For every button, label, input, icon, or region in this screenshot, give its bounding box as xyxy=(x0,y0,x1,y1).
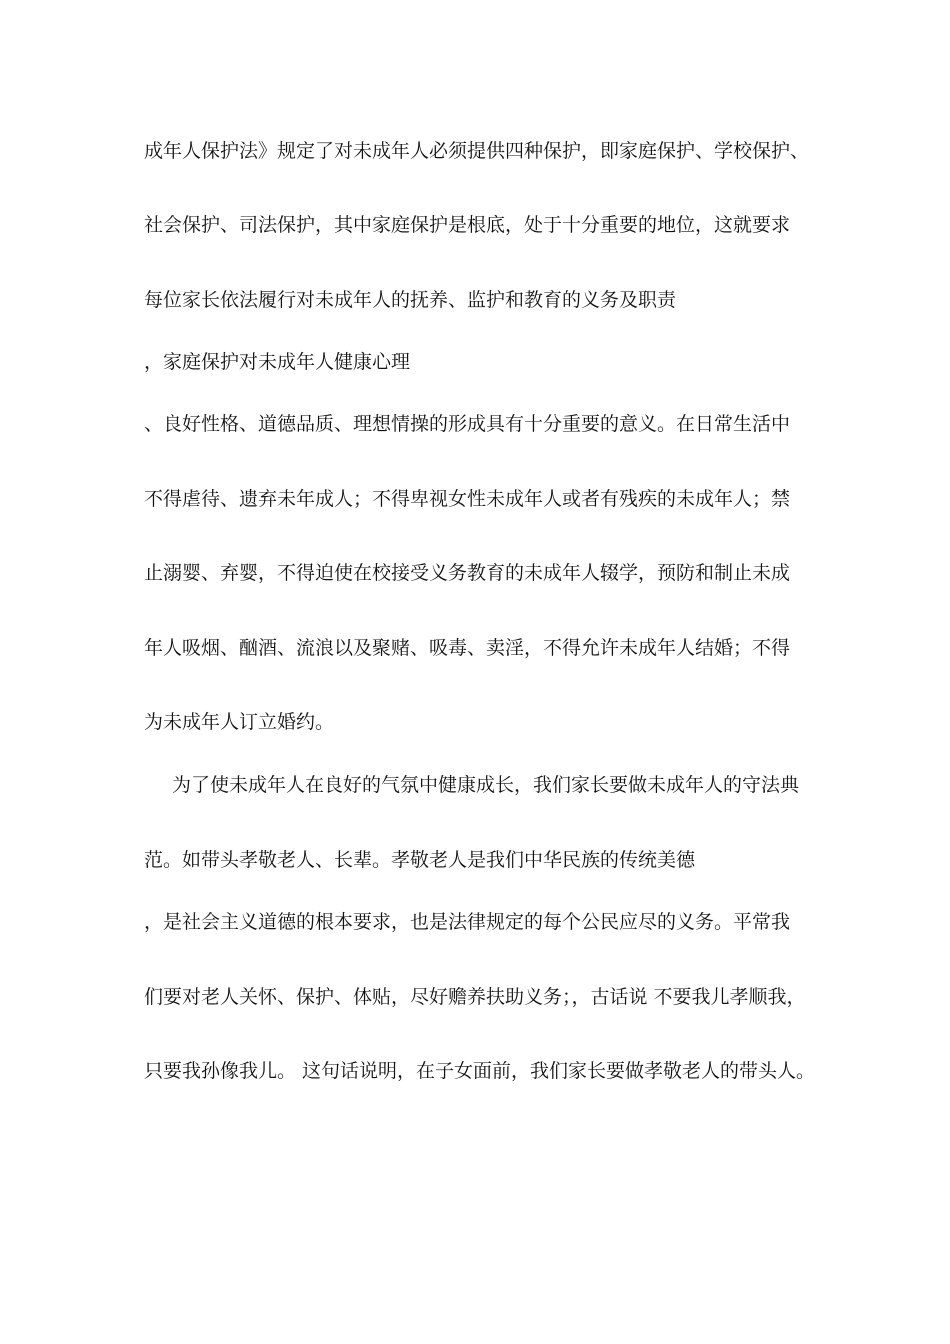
text-line: 为未成年人订立婚约。 xyxy=(144,711,335,733)
text-line: 社会保护、司法保护，其中家庭保护是根底，处于十分重要的地位，这就要求 xyxy=(144,214,791,236)
text-line: 每位家长依法履行对未成年人的抚养、监护和教育的义务及职责 xyxy=(144,289,677,311)
text-line: ，是社会主义道德的根本要求，也是法律规定的每个公民应尽的义务。平常我 xyxy=(144,911,791,933)
text-line: 范。如带头孝敬老人、长辈。孝敬老人是我们中华民族的传统美德 xyxy=(144,849,696,871)
text-line: 只要我孙像我儿。 这句话说明，在子女面前，我们家长要做孝敬老人的带头人。 xyxy=(144,1060,816,1082)
text-line: 成年人保护法》规定了对未成年人必须提供四种保护，即家庭保护、学校保护、 xyxy=(144,140,810,162)
text-line: 、良好性格、道德品质、理想情操的形成具有十分重要的意义。在日常生活中 xyxy=(144,413,791,435)
text-line: ，家庭保护对未成年人健康心理 xyxy=(144,351,411,373)
paragraph-first-line: 为了使未成年人在良好的气氛中健康成长，我们家长要做未成年人的守法典 xyxy=(172,774,800,796)
text-line: 们要对老人关怀、保护、体贴，尽好赡养扶助义务；，古话说 不要我儿孝顺我， xyxy=(144,986,806,1008)
text-line: 不得虐待、遗弃未年成人；不得卑视女性未成年人或者有残疾的未成年人；禁 xyxy=(144,488,791,510)
text-line: 止溺婴、弃婴，不得迫使在校接受义务教育的未成年人辍学，预防和制止未成 xyxy=(144,562,791,584)
text-line: 年人吸烟、酗酒、流浪以及聚赌、吸毒、卖淫，不得允许未成年人结婚；不得 xyxy=(144,637,791,659)
